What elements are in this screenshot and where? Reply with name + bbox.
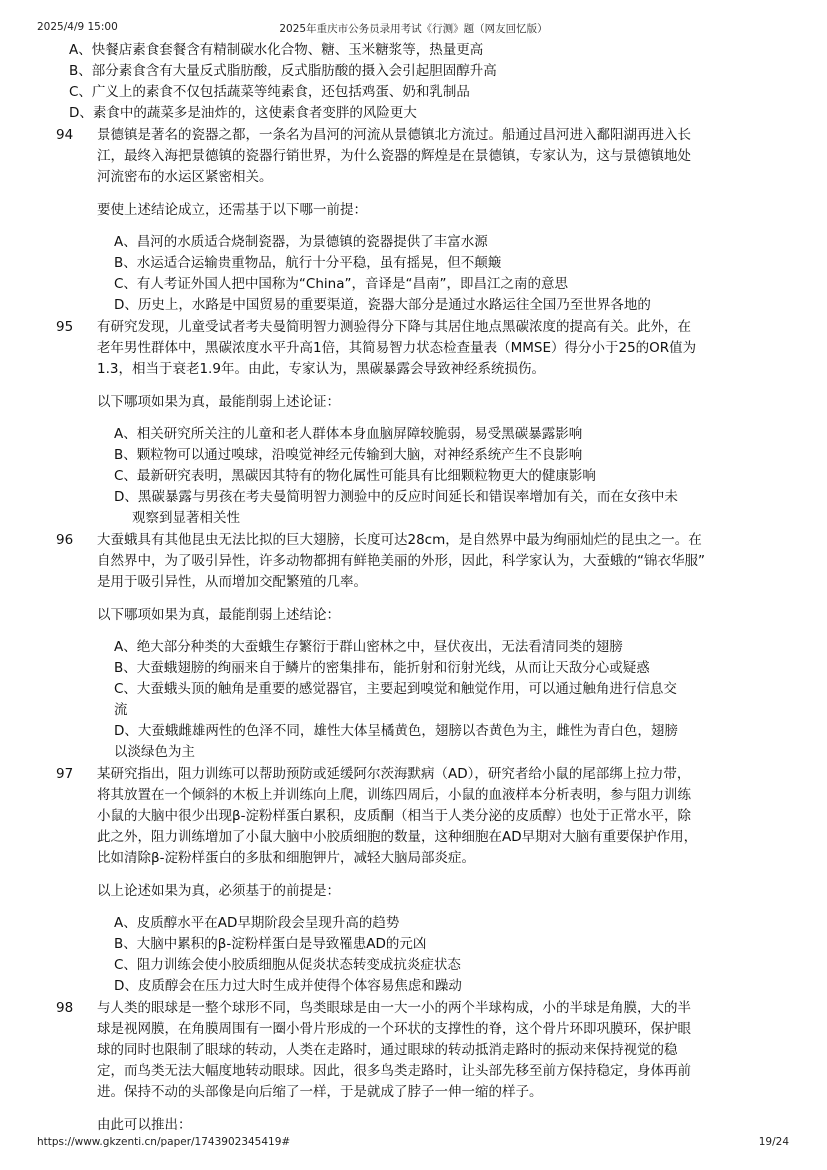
option-a: A、昌河的水质适合烧制瓷器，为景德镇的瓷器提供了丰富水源 [114,234,488,250]
question-text-line: 景德镇是著名的瓷器之都，一条名为昌河的河流从景德镇北方流过。船通过昌河进入鄱阳湖再进入长 [97,127,691,143]
option-c: C、最新研究表明，黑碳因其特有的物化属性可能具有比细颗粒物更大的健康影响 [114,468,596,484]
question-text-line: 进。保持不动的头部像是向后缩了一样，于是就成了脖子一伸一缩的样子。 [97,1084,543,1100]
option-c-cont: 流 [114,702,128,718]
option-a: A、皮质醇水平在AD早期阶段会呈现升高的趋势 [114,915,400,931]
question-text-line: 球的同时也限制了眼球的转动，人类在走路时，通过眼球的转动抵消走路时的振动来保持视觉的稳 [97,1042,678,1058]
option-a: A、绝大部分种类的大蚕蛾生存繁衍于群山密林之中，昼伏夜出，无法看清同类的翅膀 [114,639,623,655]
question-text-line: 自然界中，为了吸引异性，许多动物都拥有鲜艳美丽的外形，因此，科学家认为，大蚕蛾的“锦衣华服” [97,553,705,569]
question-number: 94 [56,127,74,143]
question-text-line: 有研究发现，儿童受试者考夫曼简明智力测验得分下降与其居住地点黑碳浓度的提高有关。此外，在 [97,319,691,335]
question-text-line: 定，而鸟类无法大幅度地转动眼球。因此，很多鸟类走路时，让头部先移至前方保持稳定，身体再前 [97,1063,691,1079]
option-b: B、大脑中累积的β-淀粉样蛋白是导致罹患AD的元凶 [114,936,427,952]
question-number: 97 [56,766,74,782]
watermark: ​ [222,631,306,787]
question-97 [0,764,827,997]
option-d-cont: 以淡绿色为主 [114,744,195,760]
question-stem: 以上论述如果为真，必须基于的前提是： [97,883,340,899]
option-line: A、快餐店素食套餐含有精制碳水化合物、糖、玉米糖浆等，热量更高 [69,42,484,58]
header-datetime: 2025/4/9 15:00 [37,21,118,33]
question-number: 98 [56,1000,74,1016]
question-stem: 以下哪项如果为真，最能削弱上述论证： [97,394,340,410]
option-b: B、大蚕蛾翅膀的绚丽来自于鳞片的密集排布，能折射和衍射光线，从而让天敌分心或疑惑 [114,660,650,676]
question-stem: 由此可以推出： [97,1117,192,1133]
question-text-line: 大蚕蛾具有其他昆虫无法比拟的巨大翅膀，长度可达28cm，是自然界中最为绚丽灿烂的昆虫之一。在 [97,532,702,548]
question-text-line: 某研究指出，阻力训练可以帮助预防或延缓阿尔茨海默病（AD），研究者给小鼠的尾部绑上拉力带， [97,766,691,782]
question-stem: 以下哪项如果为真，最能削弱上述结论： [97,607,340,623]
footer-url[interactable]: https://www.gkzenti.cn/paper/1743902345419# [37,1136,291,1148]
question-text-line: 与人类的眼球是一整个球形不同，鸟类眼球是由一大一小的两个半球构成，小的半球是角膜，大的半 [97,1000,691,1016]
question-text-line: 将其放置在一个倾斜的木板上并训练向上爬，训练四周后，小鼠的血液样本分析表明，参与阻力训练 [97,787,691,803]
option-d-cont: 观察到显著相关性 [132,510,240,526]
option-c: C、大蚕蛾头顶的触角是重要的感觉器官，主要起到嗅觉和触觉作用，可以通过触角进行信息交 [114,681,677,697]
question-text-line: 球是视网膜，在角膜周围有一圈小骨片形成的一个环状的支撑性的脊，这个骨片环即巩膜环，保护眼 [97,1021,691,1037]
question-number: 95 [56,319,74,335]
question-text-line: 江，最终入海把景德镇的瓷器行销世界，为什么瓷器的辉煌是在景德镇，专家认为，这与景德镇地处 [97,148,691,164]
question-96 [0,530,827,763]
option-d: D、大蚕蛾雌雄两性的色泽不同，雄性大体呈橘黄色，翅膀以杏黄色为主，雌性为青白色，翅膀 [114,723,678,739]
question-98 [0,998,827,1136]
page-content [0,40,827,1147]
option-d: D、历史上，水路是中国贸易的重要渠道，瓷器大部分是通过水路运往全国乃至世界各地的 [114,297,651,313]
question-94 [0,125,827,316]
option-line: B、部分素食含有大量反式脂肪酸，反式脂肪酸的摄入会引起胆固醇升高 [69,63,497,79]
footer-page-number: 19/24 [758,1136,789,1148]
header-title: 2025年重庆市公务员录用考试《行测》题（网友回忆版） [279,23,548,35]
option-line: D、素食中的蔬菜多是油炸的，这使素食者变胖的风险更大 [69,105,417,121]
option-b: B、水运适合运输贵重物品，航行十分平稳，虽有摇晃，但不颠簸 [114,255,502,271]
question-95 [0,317,827,529]
question-text-line: 老年男性群体中，黑碳浓度水平升高1倍，其简易智力状态检查量表（MMSE）得分小于25的OR值为 [97,340,697,356]
question-text-line: 是用于吸引异性，从而增加交配繁殖的几率。 [97,574,367,590]
option-c: C、阻力训练会使小胶质细胞从促炎状态转变成抗炎症状态 [114,957,461,973]
prev-options [0,40,827,124]
question-text-line: 此之外，阻力训练增加了小鼠大脑中小胶质细胞的数量，这种细胞在AD早期对大脑有重要保护作用， [97,829,698,845]
question-text-line: 比如清除β-淀粉样蛋白的多肽和细胞钾片，减轻大脑局部炎症。 [97,850,475,866]
question-text-line: 1.3，相当于衰老1.9年。由此，专家认为，黑碳暴露会导致神经系统损伤。 [97,361,545,377]
option-d: D、皮质醇会在压力过大时生成并使得个体容易焦虑和躁动 [114,978,462,994]
option-b: B、颗粒物可以通过嗅球，沿嗅觉神经元传输到大脑，对神经系统产生不良影响 [114,447,583,463]
option-c: C、有人考证外国人把中国称为“China”，音译是“昌南”，即昌江之南的意思 [114,276,568,292]
question-text-line: 河流密布的水运区紧密相关。 [97,169,273,185]
question-stem: 要使上述结论成立，还需基于以下哪一前提： [97,202,367,218]
option-a: A、相关研究所关注的儿童和老人群体本身血脑屏障较脆弱，易受黑碳暴露影响 [114,426,583,442]
question-text-line: 小鼠的大脑中很少出现β-淀粉样蛋白累积，皮质酮（相当于人类分泌的皮质醇）也处于正常水平，除 [97,808,691,824]
option-line: C、广义上的素食不仅包括蔬菜等纯素食，还包括鸡蛋、奶和乳制品 [69,84,470,100]
option-d: D、黑碳暴露与男孩在考夫曼简明智力测验中的反应时间延长和错误率增加有关，而在女孩中未 [114,489,678,505]
question-number: 96 [56,532,74,548]
